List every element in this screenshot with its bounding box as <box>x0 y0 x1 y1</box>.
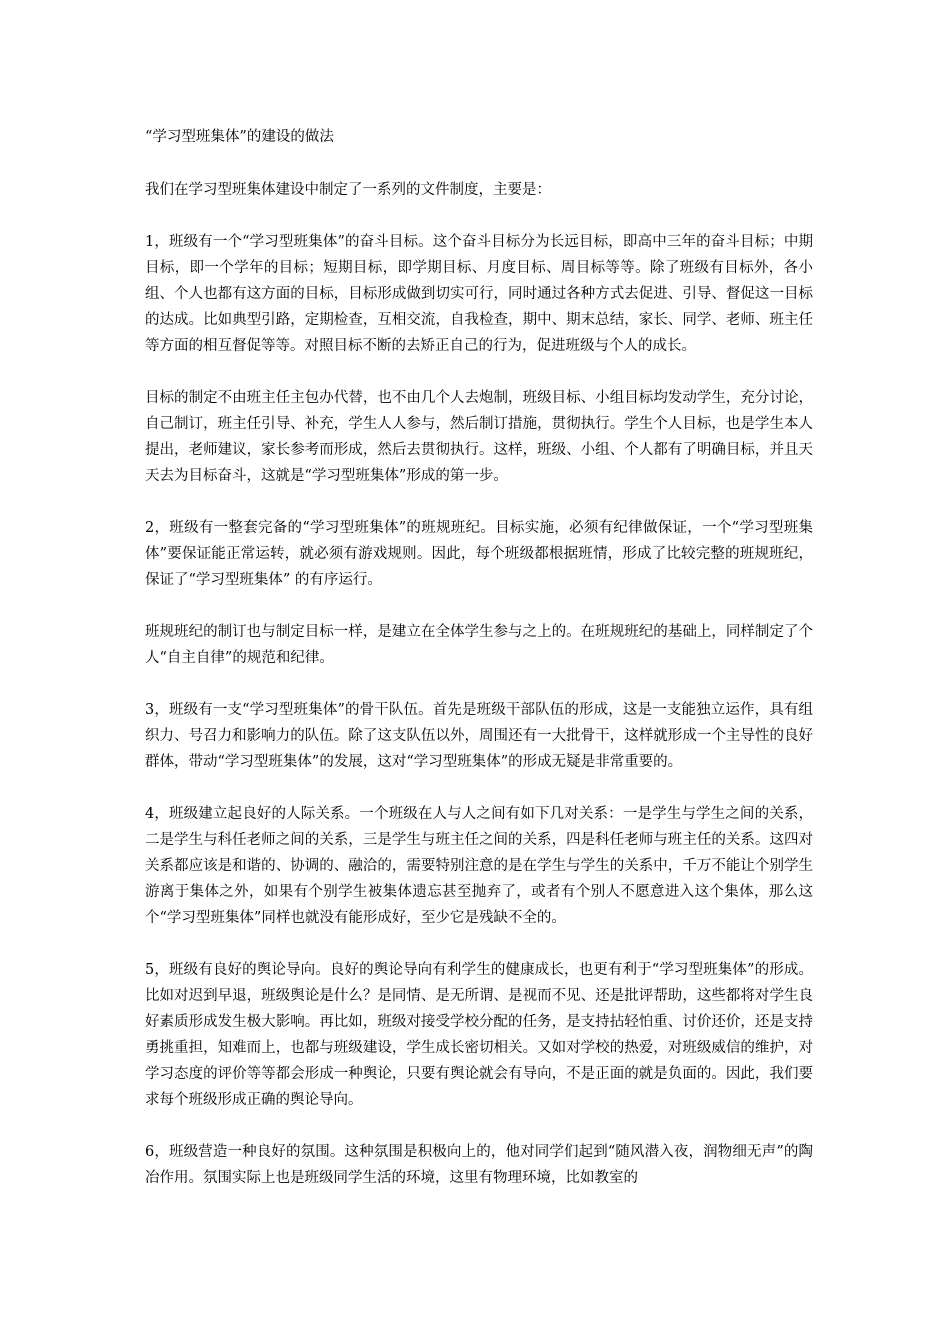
document-title: “学习型班集体”的建设的做法 <box>145 129 334 145</box>
paragraph-goal-setting: 目标的制定不由班主任主包办代替，也不由几个人去炮制，班级目标、小组目标均发动学生，充分讨论，自己制订，班主任引导、补充，学生人人参与，然后制订措施，贯彻执行。学生个人目标，也是学生本人提出，老师建议，家长参考而形成，然后去贯彻执行。这样，班级、小组、个人都有了明确目标，并且天天去为目标奋斗，这就是“学习型班集体”形成的第一步。 <box>145 390 813 484</box>
paragraph-3-backbone-team: 3，班级有一支“学习型班集体”的骨干队伍。首先是班级干部队伍的形成，这是一支能独立运作，具有组织力、号召力和影响力的队伍。除了这支队伍以外，周围还有一大批骨干，这样就形成一个主导性的良好群体，带动“学习型班集体”的发展，这对“学习型班集体”的形成无疑是非常重要的。 <box>145 702 813 770</box>
document-page <box>145 124 813 1217</box>
paragraph-6-atmosphere: 6，班级营造一种良好的氛围。这种氛围是积极向上的，他对同学们起到“随风潜入夜，润物细无声”的陶冶作用。氛围实际上也是班级同学生活的环境，这里有物理环境，比如教室的 <box>145 1144 813 1186</box>
paragraph-5-public-opinion: 5，班级有良好的舆论导向。良好的舆论导向有利学生的健康成长，也更有利于“学习型班集体”的形成。比如对迟到早退，班级舆论是什么？是同情、是无所谓、是视而不见、还是批评帮助，这些都将对学生良好素质形成发生极大影响。再比如，班级对接受学校分配的任务，是支持拈轻怕重、讨价还价，还是支持勇挑重担，知难而上，也都与班级建设，学生成长密切相关。又如对学校的热爱，对班级威信的维护，对学习态度的评价等等都会形成一种舆论，只要有舆论就会有导向，不是正面的就是负面的。因此，我们要求每个班级形成正确的舆论导向。 <box>145 962 813 1108</box>
intro-paragraph: 我们在学习型班集体建设中制定了一系列的文件制度，主要是： <box>145 182 551 198</box>
paragraph-1-goals: 1，班级有一个“学习型班集体”的奋斗目标。这个奋斗目标分为长远目标，即高中三年的奋斗目标；中期目标，即一个学年的目标；短期目标，即学期目标、月度目标、周目标等等。除了班级有目标外，各小组、个人也都有这方面的目标，目标形成做到切实可行，同时通过各种方式去促进、引导、督促这一目标的达成。比如典型引路，定期检查，互相交流，自我检查，期中、期末总结，家长、同学、老师、班主任等方面的相互督促等等。对照目标不断的去矫正自己的行为，促进班级与个人的成长。 <box>145 234 813 354</box>
paragraph-4-relationships: 4，班级建立起良好的人际关系。一个班级在人与人之间有如下几对关系：一是学生与学生之间的关系，二是学生与科任老师之间的关系，三是学生与班主任之间的关系，四是科任老师与班主任的关系。这四对关系都应该是和谐的、协调的、融洽的，需要特别注意的是在学生与学生的关系中，千万不能让个别学生游离于集体之外，如果有个别学生被集体遗忘甚至抛弃了，或者有个别人不愿意进入这个集体，那么这个“学习型班集体”同样也就没有能形成好，至少它是残缺不全的。 <box>145 806 813 926</box>
paragraph-2-rules: 2，班级有一整套完备的“学习型班集体”的班规班纪。目标实施，必须有纪律做保证，一个“学习型班集体”要保证能正常运转，就必须有游戏规则。因此，每个班级都根据班情，形成了比较完整的班规班纪，保证了“学习型班集体” 的有序运行。 <box>145 520 813 588</box>
paragraph-rules-making: 班规班纪的制订也与制定目标一样，是建立在全体学生参与之上的。在班规班纪的基础上，同样制定了个人“自主自律”的规范和纪律。 <box>145 624 813 666</box>
